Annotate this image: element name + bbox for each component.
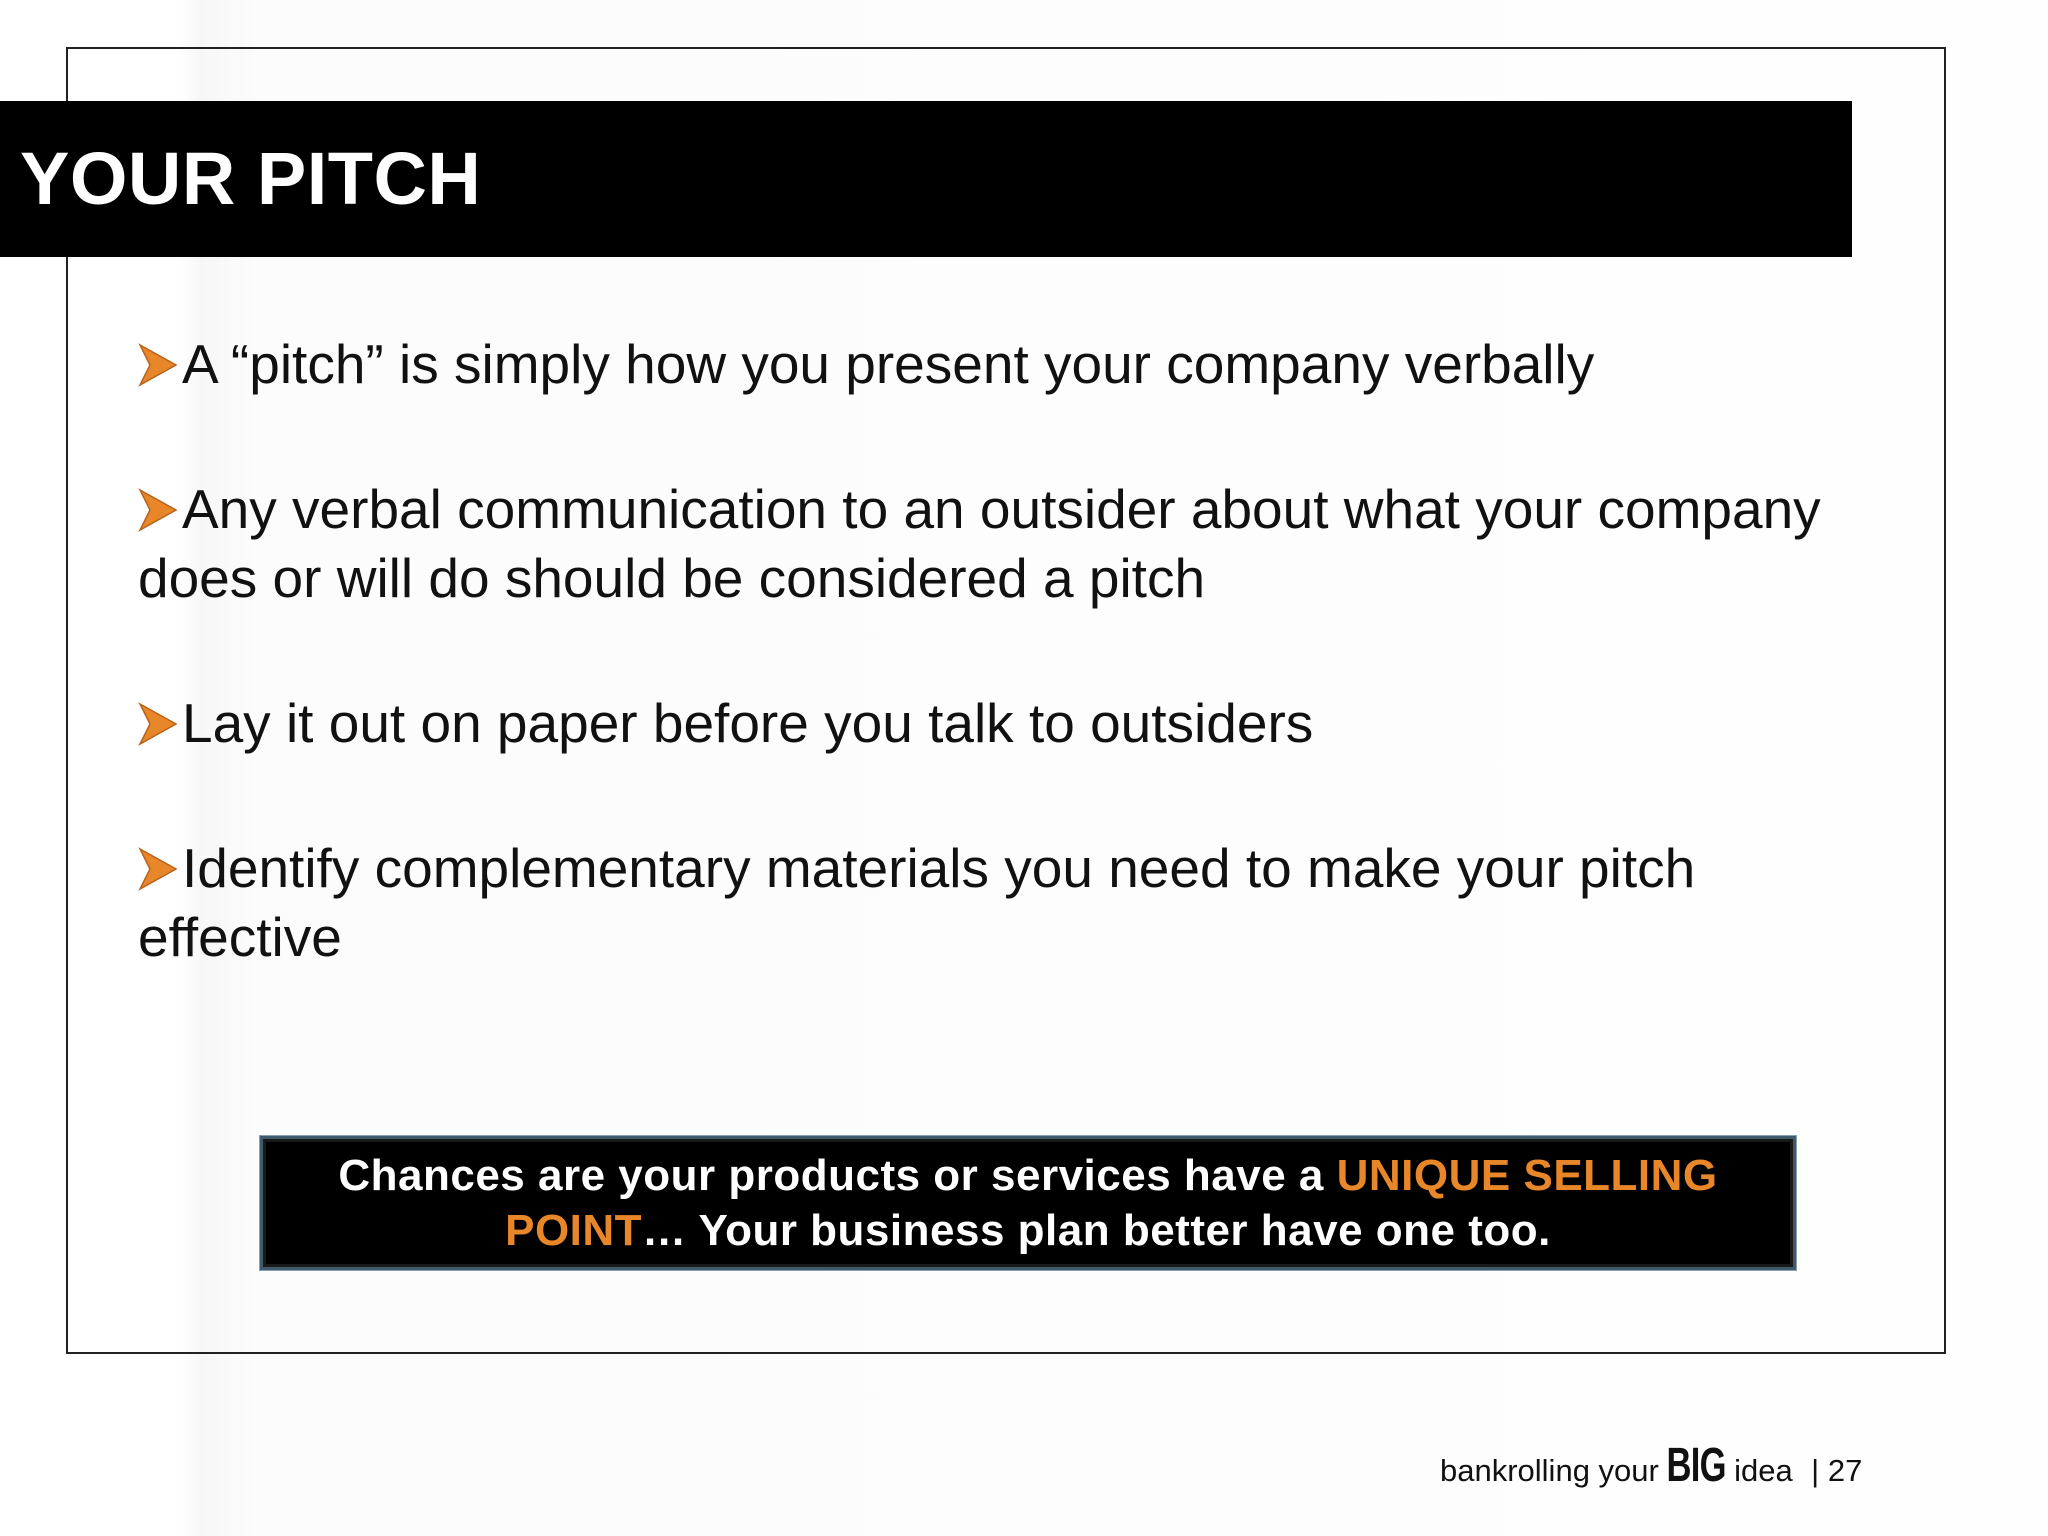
orange-arrowhead-icon [138, 847, 178, 891]
orange-arrowhead-icon [138, 488, 178, 532]
orange-arrowhead-icon [138, 343, 178, 387]
callout-text [263, 1148, 1793, 1258]
bullet-text: Identify complementary materials you need to make your pitch effective [138, 837, 1696, 968]
bullet-item [138, 689, 1898, 758]
bullet-text: Any verbal communication to an outsider about what your company does or will do should be considered a pitch [138, 478, 1821, 609]
callout-highlight: UNIQUE SELLING POINT [505, 1151, 1718, 1255]
bullet-item [138, 330, 1898, 399]
footer-tagline-suffix: idea [1734, 1453, 1793, 1488]
bullet-text: A “pitch” is simply how you present your company verbally [182, 333, 1595, 395]
bullet-list [138, 330, 1898, 1048]
usp-callout-box [260, 1136, 1796, 1270]
bullet-item [138, 475, 1898, 613]
callout-text-part1: Chances are your products or services have a [338, 1151, 1337, 1200]
footer-tagline-prefix: bankrolling your [1440, 1453, 1659, 1488]
footer [1440, 1438, 1910, 1498]
page-number: | 27 [1811, 1453, 1863, 1488]
title-bar [0, 101, 1852, 257]
bullet-text: Lay it out on paper before you talk to outsiders [182, 692, 1314, 754]
orange-arrowhead-icon [138, 702, 178, 746]
slide-title: YOUR PITCH [20, 137, 482, 220]
footer-tagline-big: BIG [1666, 1439, 1727, 1492]
callout-text-part2: … Your business plan better have one too. [642, 1206, 1551, 1255]
bullet-item [138, 834, 1898, 972]
